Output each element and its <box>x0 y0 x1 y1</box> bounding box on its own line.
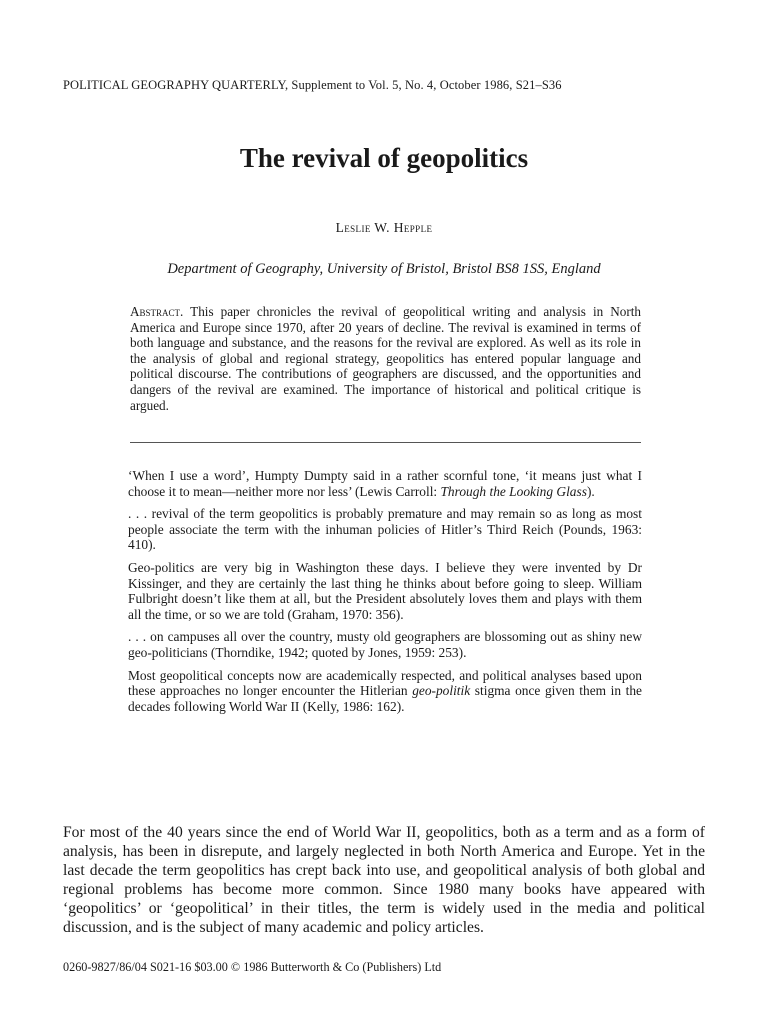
epigraph-quote-graham: Geo-politics are very big in Washington these days. I believe they were invented by Dr Kissinger, and they are certainly the last thing he thinks about before going to sleep. William Fulbright doesn’t like them at all, but the President absolutely loves them and plays with them all the time, or so we are told (Graham, 1970: 356). <box>128 559 642 622</box>
epigraph-quote-thorndike: . . . on campuses all over the country, musty old geographers are blossoming out as shiny new geo-politicians (Thorndike, 1942; quoted by Jones, 1959: 253). <box>128 629 642 660</box>
body-paragraph: For most of the 40 years since the end of World War II, geopolitics, both as a term and as a form of analysis, has been in disrepute, and largely neglected in both North America and Europe. Yet in the last decade the term geopolitics has crept back into use, and geopolitical analysis of both global and regional problems has become more common. Since 1980 many books have appeared with ‘geopolitics’ or ‘geopolitical’ in their titles, the term is widely used in the media and political discussion, and is the subject of many academic and policy articles. <box>63 824 705 936</box>
author-name: Leslie W. Hepple <box>335 220 433 235</box>
abstract-text: This paper chronicles the revival of geopolitical writing and analysis in North America and Europe since 1970, after 20 years of decline. The revival is examined in terms of both language and substance, and the reasons for the revival are explored. As well as its role in the analysis of global and regional strategy, geopolitics has entered popular language and political discourse. The contributions of geographers are discussed, and the opportunities and dangers of the revival are examined. The importance of historical and political critique is argued. <box>130 304 641 413</box>
abstract-divider <box>130 442 641 443</box>
abstract <box>130 304 641 413</box>
copyright-footer: 0260-9827/86/04 S021-16 $03.00 © 1986 Butterworth & Co (Publishers) Ltd <box>63 960 442 974</box>
quote-italic-term: geo-politik <box>412 683 471 699</box>
running-head: POLITICAL GEOGRAPHY QUARTERLY, Supplement to Vol. 5, No. 4, October 1986, S21–S36 <box>63 78 562 92</box>
quote-text-end: ). <box>586 483 595 499</box>
quote-text-end: stigma once given them in the decades following World War II (Kelly, 1986: 162). <box>128 683 642 714</box>
epigraph-quotes <box>128 468 642 721</box>
quote-text: Most geopolitical concepts now are academically respected, and political analyses based upon these approaches no longer encounter the Hitlerian <box>128 667 642 699</box>
author-affiliation: Department of Geography, University of Bristol, Bristol BS8 1SS, England <box>167 261 601 277</box>
quote-text: ‘When I use a word’, Humpty Dumpty said in a rather scornful tone, ‘it means just what I choose it to mean—neither more nor less’ (Lewis Carroll: <box>128 468 642 499</box>
epigraph-quote-pounds: . . . revival of the term geopolitics is probably premature and may remain so as long as most people associate the term with the inhuman policies of Hitler’s Third Reich (Pounds, 1963: 410). <box>128 506 642 553</box>
quote-italic-title: Through the Looking Glass <box>440 483 587 499</box>
epigraph-quote-kelly <box>128 668 642 715</box>
epigraph-quote-carroll <box>128 468 642 499</box>
article-title: The revival of geopolitics <box>239 143 529 173</box>
abstract-label: Abstract. <box>130 304 184 319</box>
